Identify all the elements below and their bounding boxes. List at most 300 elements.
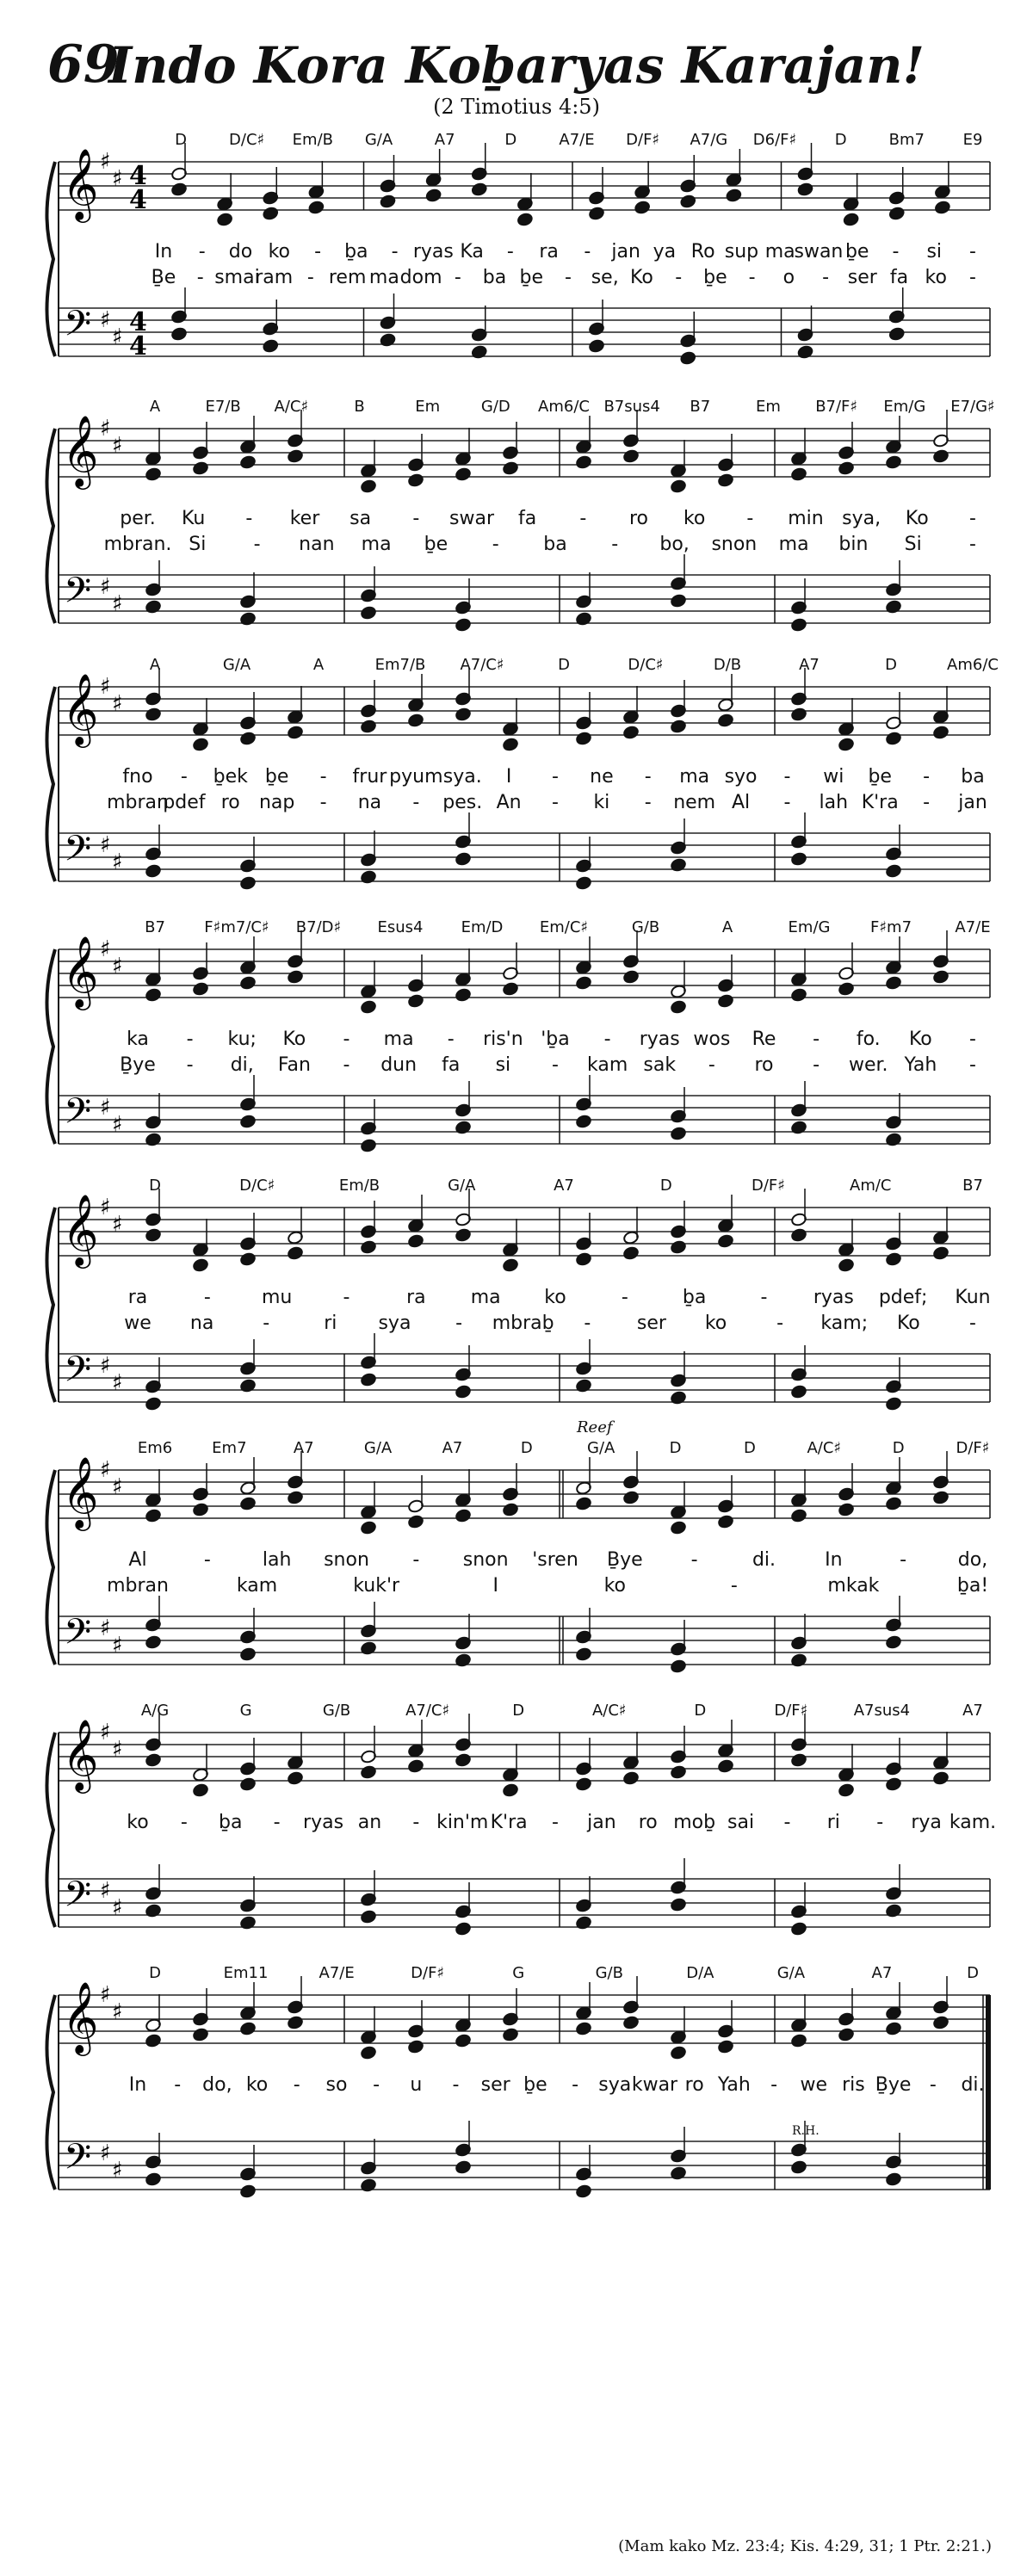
lyric-line-1 — [43, 508, 999, 532]
lyric-syllable: ḇa — [682, 1287, 707, 1308]
key-signature-sharp-icon: ♯ — [100, 574, 111, 600]
note-head — [575, 732, 591, 746]
lyric-syllable: An — [496, 792, 522, 813]
lyric-syllable: o — [782, 267, 795, 288]
lyric-syllable: di. — [961, 2074, 985, 2096]
lyric-syllable: mbran. — [103, 534, 172, 555]
chord-symbol: G/A — [448, 1177, 476, 1195]
lyric-line-1 — [43, 1287, 999, 1311]
note-head — [145, 1133, 161, 1147]
lyric-syllable: ro — [684, 2074, 704, 2096]
lyric-syllable: Al — [128, 1549, 147, 1571]
lyric-syllable: - — [813, 1029, 820, 1050]
key-signature-sharp-icon: ♯ — [112, 1112, 123, 1138]
lyric-syllable: sai — [727, 1812, 755, 1833]
chord-symbol: D — [694, 1702, 707, 1720]
lyric-syllable: wi — [823, 766, 844, 788]
chord-symbol: G — [239, 1702, 252, 1720]
treble-clef-icon: 𝄞 — [62, 414, 99, 486]
note-head — [360, 1521, 376, 1535]
lyric-syllable: - — [813, 1054, 820, 1076]
lyric-syllable: ma — [361, 534, 392, 555]
lyric-syllable: Ku — [182, 508, 206, 529]
note-head — [145, 1904, 161, 1918]
lyric-syllable: moḇ — [673, 1812, 716, 1833]
note-head — [239, 2184, 256, 2199]
chord-symbol: D — [659, 1177, 672, 1195]
lyric-syllable: sak — [643, 1054, 677, 1076]
treble-clef-icon: 𝄞 — [62, 935, 99, 1007]
chord-row — [43, 1702, 999, 1726]
lyric-syllable: pyum — [389, 766, 443, 788]
lyric-syllable: - — [929, 2074, 937, 2096]
lyric-syllable: - — [969, 241, 976, 263]
lyric-syllable: sup — [724, 241, 759, 263]
lyric-syllable: - — [198, 241, 206, 263]
lyric-syllable: ro — [628, 508, 649, 529]
note-head — [455, 988, 471, 1003]
lyric-syllable: Ko — [908, 1029, 932, 1050]
lyric-line-2 — [43, 534, 999, 558]
note-head — [239, 455, 256, 470]
note-head — [888, 207, 905, 221]
key-signature-sharp-icon: ♯ — [100, 674, 111, 700]
note-head — [502, 1258, 518, 1273]
treble-clef-icon: 𝄞 — [62, 1455, 99, 1528]
note-head — [425, 188, 442, 203]
lyric-syllable: - — [263, 1313, 270, 1334]
lyric-line-1 — [43, 1029, 999, 1053]
note-head — [790, 1228, 807, 1243]
lyric-syllable: wer. — [848, 1054, 888, 1076]
lyric-syllable: - — [186, 1054, 194, 1076]
lyric-syllable: mbran — [107, 792, 169, 813]
note-head — [717, 994, 733, 1009]
key-signature-sharp-icon: ♯ — [100, 307, 111, 333]
lyric-syllable: pdef; — [878, 1287, 928, 1308]
note-head — [622, 1771, 639, 1786]
lyric-syllable: mkak — [827, 1575, 880, 1597]
lyric-syllable: - — [675, 267, 683, 288]
lyric-syllable: ki — [593, 792, 610, 813]
chord-symbol: A — [721, 918, 733, 936]
key-signature-sharp-icon: ♯ — [100, 1615, 111, 1641]
chord-symbol: G/A — [587, 1439, 615, 1457]
lyric-syllable: smai — [214, 267, 260, 288]
note-head — [287, 2016, 303, 2030]
key-signature-sharp-icon: ♯ — [112, 591, 123, 617]
chord-symbol: D/C♯ — [229, 131, 265, 149]
lyric-syllable: ma — [764, 241, 795, 263]
lyric-syllable: fo. — [856, 1029, 881, 1050]
lyric-syllable: - — [412, 792, 420, 813]
key-signature-sharp-icon: ♯ — [100, 1353, 111, 1379]
lyric-syllable: jan — [587, 1812, 616, 1833]
chord-symbol: A7/E — [559, 131, 595, 149]
note-head — [575, 612, 591, 627]
lyric-syllable: Si — [189, 534, 207, 555]
lyric-syllable: ya — [653, 241, 677, 263]
note-head — [287, 1246, 303, 1261]
note-head — [838, 1258, 854, 1273]
note-head — [192, 982, 208, 997]
note-head — [407, 1234, 424, 1249]
lyric-syllable: snon — [462, 1549, 509, 1571]
lyric-syllable: - — [492, 534, 499, 555]
lyric-syllable: ryas — [412, 241, 454, 263]
lyric-syllable: ser — [636, 1313, 666, 1334]
lyric-syllable: jan — [611, 241, 640, 263]
chord-symbol: A7/E — [955, 918, 991, 936]
chord-symbol: A/C♯ — [274, 398, 309, 416]
chord-row — [43, 398, 999, 422]
lyric-syllable: kam — [586, 1054, 628, 1076]
note-head — [932, 449, 949, 464]
lyric-syllable: In — [128, 2074, 147, 2096]
note-head — [407, 2040, 424, 2054]
note-head — [634, 201, 651, 215]
lyric-syllable: ba — [482, 267, 507, 288]
key-signature-sharp-icon: ♯ — [112, 1474, 123, 1500]
key-signature-sharp-icon: ♯ — [112, 1633, 123, 1659]
lyric-syllable: - — [343, 1029, 350, 1050]
note-head — [360, 606, 376, 621]
chord-symbol: Em6 — [137, 1439, 173, 1457]
note-head — [717, 1515, 733, 1529]
chord-symbol: Em/G — [788, 918, 831, 936]
note-head — [575, 1115, 591, 1129]
lyric-syllable: ma — [383, 1029, 414, 1050]
chord-symbol: G/A — [222, 656, 251, 674]
chord-symbol: G/B — [595, 1964, 623, 1982]
note-head — [797, 345, 813, 360]
note-head — [885, 1497, 901, 1511]
chord-symbol: G/A — [364, 131, 393, 149]
chord-symbol: D — [512, 1702, 525, 1720]
lyric-syllable: Ka — [460, 241, 484, 263]
lyric-syllable: ḇa — [219, 1812, 243, 1833]
chord-symbol: D — [967, 1964, 979, 1982]
bass-clef-icon: 𝄢 — [64, 303, 92, 353]
note-head — [726, 188, 742, 203]
lyric-syllable: Si — [904, 534, 922, 555]
note-head — [885, 864, 901, 879]
chord-symbol: Bm7 — [888, 131, 925, 149]
note-head — [885, 976, 901, 991]
note-head — [145, 1228, 161, 1243]
bass-clef-icon: 𝄢 — [64, 570, 92, 620]
lyric-syllable: - — [253, 534, 261, 555]
lyric-syllable: sya — [378, 1313, 411, 1334]
chord-symbol: D/F♯ — [626, 131, 660, 149]
note-head — [885, 732, 901, 746]
chord-symbol: D/F♯ — [752, 1177, 785, 1195]
note-head — [360, 1139, 376, 1153]
lyric-syllable: sya — [598, 2074, 632, 2096]
note-head — [239, 876, 256, 891]
note-head — [217, 213, 233, 227]
note-head — [670, 1898, 686, 1912]
note-head — [838, 1783, 854, 1798]
chord-symbol: Am6/C — [538, 398, 590, 416]
note-head — [502, 461, 518, 476]
lyric-syllable: ra — [539, 241, 559, 263]
note-head — [455, 1922, 471, 1937]
key-signature-sharp-icon: ♯ — [112, 1737, 123, 1763]
note-head — [670, 1000, 686, 1015]
lyric-syllable: 'sren — [532, 1549, 578, 1571]
lyric-syllable: Yah — [717, 2074, 751, 2096]
bass-clef-icon: 𝄢 — [64, 1611, 92, 1661]
key-signature-sharp-icon: ♯ — [100, 1195, 111, 1220]
lyric-syllable: mbran — [107, 1575, 169, 1597]
lyric-syllable: - — [391, 241, 399, 263]
lyric-syllable: syo — [724, 766, 758, 788]
lyric-syllable: - — [293, 2074, 300, 2096]
lyric-syllable: kuk'r — [353, 1575, 400, 1597]
key-signature-sharp-icon: ♯ — [112, 324, 123, 350]
note-head — [932, 970, 949, 985]
note-head — [575, 455, 591, 470]
note-head — [790, 618, 807, 633]
lyric-syllable: ko — [925, 267, 947, 288]
treble-clef-icon: 𝄞 — [62, 1980, 99, 2053]
note-head — [192, 2028, 208, 2042]
lyric-syllable: kam — [236, 1575, 278, 1597]
note-head — [145, 988, 161, 1003]
lyric-syllable: we — [800, 2074, 827, 2096]
note-head — [885, 2022, 901, 2036]
note-head — [932, 1246, 949, 1261]
bass-clef-icon: 𝄢 — [64, 828, 92, 878]
chord-symbol: D — [504, 131, 517, 149]
lyric-syllable: - — [748, 267, 756, 288]
chord-symbol: D — [175, 131, 187, 149]
note-head — [380, 195, 396, 209]
key-signature-sharp-icon: ♯ — [100, 936, 111, 962]
treble-clef-icon: 𝄞 — [62, 1718, 99, 1790]
note-head — [622, 726, 639, 740]
note-head — [502, 982, 518, 997]
note-head — [797, 182, 813, 197]
lyric-syllable: - — [552, 1054, 559, 1076]
lyric-syllable: ḇe — [424, 534, 448, 555]
note-head — [192, 1503, 208, 1517]
note-head — [239, 1777, 256, 1792]
lyric-syllable: si — [495, 1054, 511, 1076]
lyric-syllable: Ḇye — [120, 1054, 156, 1076]
lyric-syllable: ba — [961, 766, 985, 788]
lyric-syllable: - — [822, 267, 830, 288]
lyric-syllable: ryas — [639, 1029, 680, 1050]
note-head — [360, 870, 376, 885]
note-head — [838, 1503, 854, 1517]
refrain-label: Reef — [577, 1418, 613, 1436]
chord-symbol: A/C♯ — [807, 1439, 842, 1457]
note-head — [790, 1922, 807, 1937]
chord-symbol: Em11 — [223, 1964, 269, 1982]
lyric-syllable: u — [410, 2074, 423, 2096]
lyric-syllable: - — [584, 1313, 591, 1334]
note-head — [145, 1635, 161, 1650]
chord-symbol: B7 — [690, 398, 711, 416]
lyric-syllable: si — [926, 241, 943, 263]
lyric-syllable: ka — [127, 1029, 149, 1050]
chord-symbol: D — [149, 1964, 161, 1982]
note-head — [455, 707, 471, 722]
chord-symbol: A7/G — [690, 131, 728, 149]
lyric-syllable: - — [196, 267, 204, 288]
note-head — [239, 976, 256, 991]
chord-symbol: G/A — [363, 1439, 393, 1457]
note-head — [838, 982, 854, 997]
lyric-syllable: - — [730, 1575, 738, 1597]
lyric-line-2 — [43, 792, 999, 816]
chord-symbol: Em/D — [461, 918, 504, 936]
note-head — [790, 707, 807, 722]
note-head — [455, 1121, 471, 1135]
note-head — [455, 852, 471, 867]
note-head — [670, 858, 686, 873]
right-hand-marking: R.H. — [792, 2124, 820, 2138]
lyric-syllable: ku; — [227, 1029, 257, 1050]
note-head — [575, 976, 591, 991]
lyric-syllable: - — [776, 1313, 784, 1334]
key-signature-sharp-icon: ♯ — [112, 433, 123, 459]
lyric-syllable: ḇe — [519, 267, 544, 288]
chord-symbol: A — [149, 398, 161, 416]
note-head — [838, 461, 854, 476]
lyric-syllable: se, — [591, 267, 619, 288]
lyric-syllable: min — [788, 508, 824, 529]
bass-clef-icon: 𝄢 — [64, 1090, 92, 1140]
treble-clef-icon: 𝄞 — [62, 672, 99, 744]
key-signature-sharp-icon: ♯ — [100, 2140, 111, 2166]
note-head — [287, 1491, 303, 1505]
lyric-syllable: ra — [406, 1287, 426, 1308]
note-head — [575, 1777, 591, 1792]
note-head — [717, 1759, 733, 1774]
chord-row — [43, 1439, 999, 1463]
lyric-syllable: wos — [693, 1029, 731, 1050]
lyric-syllable: pes. — [442, 792, 483, 813]
lyric-syllable: - — [174, 2074, 182, 2096]
note-head — [934, 201, 950, 215]
lyric-syllable: do, — [957, 1549, 988, 1571]
note-head — [670, 594, 686, 608]
lyric-syllable: - — [708, 1054, 715, 1076]
chord-symbol: G — [512, 1964, 525, 1982]
lyric-syllable: - — [245, 508, 253, 529]
chord-symbol: A — [312, 656, 325, 674]
chord-symbol: D/C♯ — [239, 1177, 275, 1195]
note-head — [670, 1659, 686, 1674]
lyric-syllable: - — [373, 2074, 380, 2096]
lyric-syllable: snon — [324, 1549, 369, 1571]
note-head — [170, 182, 187, 197]
lyric-line-2 — [43, 1313, 999, 1337]
lyric-syllable: ris — [842, 2074, 865, 2096]
lyric-syllable: ḇek — [213, 766, 248, 788]
lyric-syllable: lah — [819, 792, 849, 813]
lyric-syllable: - — [690, 1549, 698, 1571]
note-head — [455, 1653, 471, 1668]
note-head — [622, 449, 639, 464]
lyric-syllable: kam. — [949, 1812, 997, 1833]
lyric-syllable: nan — [299, 534, 335, 555]
lyric-syllable: - — [454, 267, 461, 288]
time-signature-treble: 4 — [129, 161, 147, 191]
note-head — [575, 1379, 591, 1393]
note-head — [239, 1647, 256, 1662]
chord-symbol: A7/C♯ — [460, 656, 504, 674]
chord-symbol: G/A — [776, 1964, 806, 1982]
lyric-syllable: ser — [847, 267, 877, 288]
chord-row — [43, 1177, 999, 1201]
lyric-syllable: - — [314, 241, 322, 263]
lyric-syllable: - — [892, 241, 900, 263]
lyric-syllable: ryas — [303, 1812, 344, 1833]
chord-symbol: B — [354, 398, 365, 416]
note-head — [622, 1246, 639, 1261]
lyric-line-1 — [43, 1812, 999, 1836]
lyric-syllable: sya, — [842, 508, 881, 529]
note-head — [575, 876, 591, 891]
time-signature-bass: 4 — [129, 307, 147, 337]
note-head — [471, 345, 487, 360]
lyric-syllable: bo, — [659, 534, 690, 555]
note-head — [885, 1252, 901, 1267]
chord-symbol: D6/F♯ — [752, 131, 797, 149]
lyric-syllable: - — [579, 508, 587, 529]
lyric-syllable: K'ra — [861, 792, 899, 813]
hymn-number: 69 — [47, 34, 120, 95]
note-head — [455, 1385, 471, 1399]
lyric-syllable: ma — [778, 534, 809, 555]
note-head — [145, 467, 161, 482]
lyric-syllable: Re — [752, 1029, 776, 1050]
lyric-syllable: - — [319, 766, 327, 788]
note-head — [932, 2016, 949, 2030]
lyric-syllable: - — [552, 792, 559, 813]
chord-symbol: F♯m7 — [869, 918, 912, 936]
chord-symbol: Em7/B — [374, 656, 426, 674]
chord-symbol: A7/E — [319, 1964, 355, 1982]
lyric-syllable: ser — [480, 2074, 510, 2096]
staff-graphics — [43, 1708, 999, 1967]
lyric-syllable: - — [969, 1313, 976, 1334]
lyric-syllable: Kun — [955, 1287, 991, 1308]
chord-symbol: E7/G♯ — [950, 398, 995, 416]
note-head — [455, 1228, 471, 1243]
lyric-syllable: Al — [731, 792, 751, 813]
lyric-syllable: - — [180, 766, 188, 788]
chord-symbol: D/B — [713, 656, 742, 674]
key-signature-sharp-icon: ♯ — [112, 849, 123, 875]
note-head — [885, 1777, 901, 1792]
note-head — [790, 1385, 807, 1399]
note-head — [360, 1765, 376, 1780]
note-head — [575, 2022, 591, 2036]
lyric-syllable: ri — [324, 1313, 337, 1334]
lyric-syllable: - — [923, 766, 931, 788]
chord-symbol: D/F♯ — [956, 1439, 990, 1457]
lyric-syllable: ḇe — [523, 2074, 547, 2096]
note-head — [790, 1653, 807, 1668]
key-signature-sharp-icon: ♯ — [100, 1457, 111, 1483]
key-signature-sharp-icon: ♯ — [100, 416, 111, 442]
note-head — [407, 1515, 424, 1529]
